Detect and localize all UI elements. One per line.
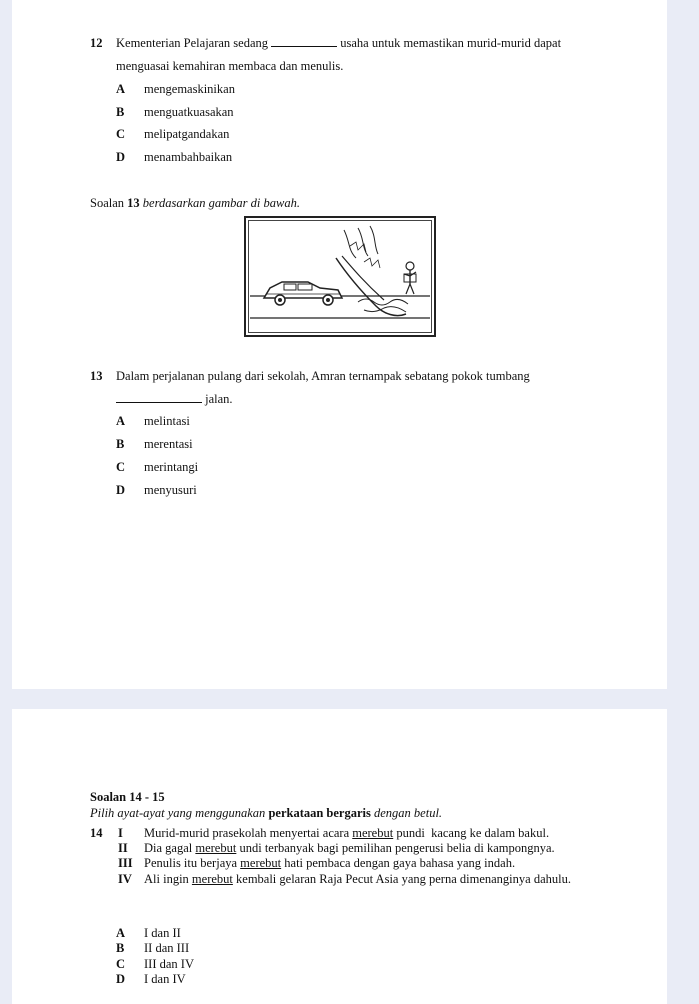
q13-intro-rest: berdasarkan gambar di bawah. <box>142 196 300 210</box>
q13-option-a-text: melintasi <box>144 414 190 428</box>
statement-3-after: hati pembaca dengan gaya bahasa yang indah. <box>281 856 516 870</box>
q14-statement-4-roman: IV <box>118 872 132 886</box>
q13-intro-number: 13 <box>127 196 140 210</box>
q13-option-b-letter: B <box>116 437 125 451</box>
statement-1-before: Murid-murid prasekolah menyertai acara <box>144 826 350 840</box>
instruction-before: Pilih ayat-ayat yang menggunakan <box>90 806 266 820</box>
section-14-title: Soalan 14 - 15 <box>90 790 165 804</box>
q13-number: 13 <box>90 369 103 383</box>
q12-number: 12 <box>90 36 103 50</box>
q12-option-b-text: menguatkuasakan <box>144 105 234 119</box>
q13-option-d-text: menyusuri <box>144 483 197 497</box>
q12-option-a-letter: A <box>116 82 126 96</box>
q13-option-a-letter: A <box>116 414 126 428</box>
q13-option-c-letter: C <box>116 460 126 474</box>
q14-option-a-letter: A <box>116 926 126 940</box>
q13-option-c-text: merintangi <box>144 460 199 474</box>
fallen-tree-illustration <box>244 216 436 337</box>
page-2 <box>12 709 667 1004</box>
q14-option-c-text: III dan IV <box>144 957 194 971</box>
q14-statement-1 <box>144 826 549 841</box>
q12-blank <box>271 45 337 47</box>
q12-option-d-text: menambahbaikan <box>144 150 233 164</box>
q13-line1: Dalam perjalanan pulang dari sekolah, Amran ternampak sebatang pokok tumbang <box>116 369 530 383</box>
instruction-after: dengan betul. <box>374 806 443 820</box>
q13-line2 <box>116 392 233 407</box>
statement-4-word: merebut <box>191 872 233 886</box>
q12-option-a-text: mengemaskinikan <box>144 82 235 96</box>
q14-statement-1-roman: I <box>118 826 123 840</box>
statement-3-before: Penulis itu berjaya <box>144 856 238 870</box>
q14-number: 14 <box>90 826 103 840</box>
q13-blank <box>116 401 202 403</box>
q13-intro <box>90 196 300 211</box>
statement-2-before: Dia gagal <box>144 841 193 855</box>
q14-option-b-text: II dan III <box>144 941 190 955</box>
statement-2-word: merebut <box>195 841 237 855</box>
q13-option-d-letter: D <box>116 483 126 497</box>
fallen-tree-drawing <box>246 218 434 335</box>
q12-option-c-text: melipatgandakan <box>144 127 230 141</box>
q12-line1-before: Kementerian Pelajaran sedang <box>116 36 269 50</box>
q12-line1 <box>116 36 561 51</box>
statement-2-after: undi terbanyak bagi pemilihan pengerusi belia di kampongnya. <box>236 841 555 855</box>
q14-option-a-text: I dan II <box>144 926 181 940</box>
q13-intro-prefix: Soalan <box>90 196 125 210</box>
q14-statement-4 <box>144 872 571 887</box>
q12-line1-after: usaha untuk memastikan murid-murid dapat <box>340 36 562 50</box>
statement-4-before: Ali ingin <box>144 872 189 886</box>
q14-option-b-letter: B <box>116 941 125 955</box>
page-1 <box>12 0 667 689</box>
statement-3-word: merebut <box>240 856 282 870</box>
q14-option-d-text: I dan IV <box>144 972 186 986</box>
q13-line2-after: jalan. <box>205 392 233 406</box>
statement-1-word: merebut <box>352 826 394 840</box>
q12-option-b-letter: B <box>116 105 125 119</box>
section-14-instruction <box>90 806 442 821</box>
q14-statement-3-roman: III <box>118 856 133 870</box>
q14-option-c-letter: C <box>116 957 126 971</box>
q13-option-b-text: merentasi <box>144 437 193 451</box>
q14-option-d-letter: D <box>116 972 126 986</box>
q14-statement-2-roman: II <box>118 841 128 855</box>
q12-option-d-letter: D <box>116 150 126 164</box>
statement-1-after: pundi kacang ke dalam bakul. <box>393 826 550 840</box>
statement-4-after: kembali gelaran Raja Pecut Asia yang perna dimenanginya dahulu. <box>232 872 571 886</box>
instruction-bold: perkataan bergaris <box>268 806 371 820</box>
q12-option-c-letter: C <box>116 127 126 141</box>
q14-statement-2 <box>144 841 555 856</box>
q12-line2: menguasai kemahiran membaca dan menulis. <box>116 59 344 73</box>
q14-statement-3 <box>144 856 515 871</box>
